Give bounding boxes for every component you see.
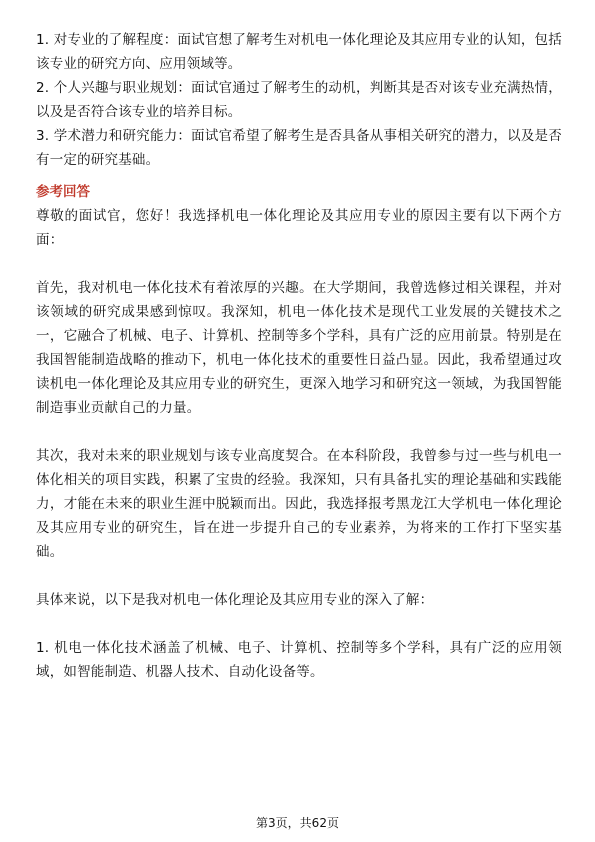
document-body <box>36 28 562 684</box>
paragraph-details-intro: 具体来说，以下是我对机电一体化理论及其应用专业的深入了解： <box>36 592 434 608</box>
answer-heading: 参考回答 <box>36 184 90 200</box>
paragraph-interest: 首先，我对机电一体化技术有着浓厚的兴趣。在大学期间，我曾选修过相关课程，并对该领域的研究成果感到惊叹。我深知，机电一体化技术是现代工业发展的关键技术之一，它融合了机械、电子、计算机、控制等多个学科，具有广泛的应用前景。特别是在我国智能制造战略的推动下，机电一体化技术的重要性日益凸显。因此，我希望通过攻读机电一体化理论及其应用专业的研究生，更深入地学习和研究这一领域，为我国智能制造事业贡献自己的力量。 <box>36 280 562 416</box>
intro-point-3: 3. 学术潜力和研究能力：面试官希望了解考生是否具备从事相关研究的潜力，以及是否有一定的研究基础。 <box>36 128 562 168</box>
greeting-paragraph: 尊敬的面试官，您好！我选择机电一体化理论及其应用专业的原因主要有以下两个方面： <box>36 208 562 248</box>
paragraph-detail-1: 1. 机电一体化技术涵盖了机械、电子、计算机、控制等多个学科，具有广泛的应用领域，如智能制造、机器人技术、自动化设备等。 <box>36 640 562 680</box>
paragraph-career: 其次，我对未来的职业规划与该专业高度契合。在本科阶段，我曾参与过一些与机电一体化相关的项目实践，积累了宝贵的经验。我深知，只有具备扎实的理论基础和实践能力，才能在未来的职业生涯中脱颖而出。因此，我选择报考黑龙江大学机电一体化理论及其应用专业的研究生，旨在进一步提升自己的专业素养，为将来的工作打下坚实基础。 <box>36 448 562 560</box>
page-footer: 第3页，共62页 <box>256 816 339 830</box>
intro-point-2: 2. 个人兴趣与职业规划：面试官通过了解考生的动机，判断其是否对该专业充满热情，以及是否符合该专业的培养目标。 <box>36 80 562 120</box>
intro-point-1: 1. 对专业的了解程度：面试官想了解考生对机电一体化理论及其应用专业的认知，包括该专业的研究方向、应用领域等。 <box>36 32 562 72</box>
